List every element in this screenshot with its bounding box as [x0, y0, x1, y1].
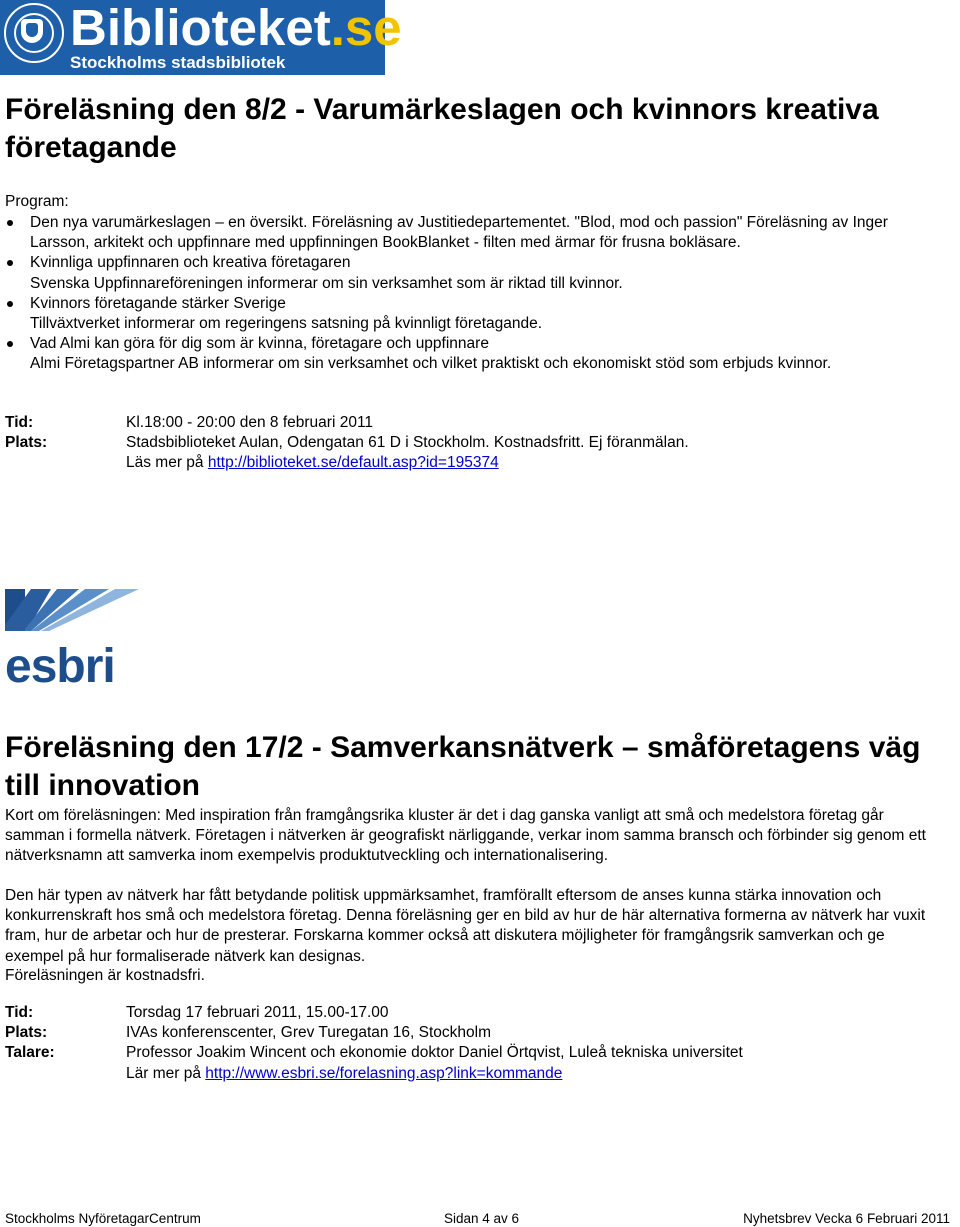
talare-label: Talare:: [5, 1044, 55, 1062]
list-item: Den nya varumärkeslagen – en översikt. Föreläsning av Justitiedepartementet. "Blod, mod och passion" Föreläsning av Inger Larsson, arkitekt och uppfinnare med uppfinningen BookBlanket - filten med ärmar för frusna bokläsare.: [5, 213, 940, 253]
list-item: Kvinnors företagande stärker Sverige Tillväxtverket informerar om regeringens satsning på kvinnligt företagande.: [5, 294, 940, 334]
read-more-link[interactable]: http://www.esbri.se/forelasning.asp?link=kommande: [205, 1064, 563, 1082]
event1-details: [5, 413, 945, 474]
stockholm-seal-icon: [4, 3, 64, 63]
list-item: Kvinnliga uppfinnaren och kreativa företagaren Svenska Uppfinnareföreningen informerar om sin verksamhet som är riktad till kvinnor.: [5, 253, 940, 293]
event1-title: Föreläsning den 8/2 - Varumärkeslagen och kvinnors kreativa företagande: [5, 93, 879, 164]
read-more-link[interactable]: http://biblioteket.se/default.asp?id=195374: [207, 454, 499, 472]
esbri-wordmark: esbri: [5, 640, 115, 685]
event2-paragraph-3: Föreläsningen är kostnadsfri.: [5, 967, 205, 984]
talare-value: Professor Joakim Wincent och ekonomie doktor Daniel Örtqvist, Luleå tekniska universitet: [126, 1044, 743, 1062]
plats-label: Plats:: [5, 434, 48, 452]
footer-page-number: Sidan 4 av 6: [444, 1211, 520, 1226]
biblioteket-logo: [0, 0, 402, 75]
tid-label: Tid:: [5, 1004, 34, 1021]
plats-value: IVAs konferenscenter, Grev Turegatan 16, Stockholm: [126, 1024, 492, 1042]
logo-title: Biblioteket.se: [70, 0, 402, 56]
logo-subtitle: Stockholms stadsbibliotek: [70, 53, 286, 72]
plats-value: Stadsbiblioteket Aulan, Odengatan 61 D i Stockholm. Kostnadsfritt. Ej föranmälan.: [126, 434, 689, 452]
program-label: Program:: [5, 193, 69, 210]
tid-value: Kl.18:00 - 20:00 den 8 februari 2011: [126, 414, 374, 431]
plats-label: Plats:: [5, 1024, 48, 1042]
read-more: Läs mer på http://biblioteket.se/default.asp?id=195374: [126, 454, 499, 472]
esbri-rays-icon: [5, 589, 139, 631]
program-list: [5, 213, 940, 375]
tid-value: Torsdag 17 februari 2011, 15.00-17.00: [126, 1004, 389, 1021]
event2-details: [5, 1003, 945, 1084]
footer-right: Nyhetsbrev Vecka 6 Februari 2011: [743, 1211, 950, 1226]
event2-paragraph-2: Den här typen av nätverk har fått betydande politisk uppmärksamhet, framförallt eftersom de anses kunna stärka innovation och konkurrenskraft hos små och medelstora företag. Denna föreläsning ger en bild av hur de här alternativa formerna av nätverk har vuxit fram, hur de arbetar och hur de presterar. Forskarna kommer också att diskutera möjligheter för framgångsrik samverkan och ge exempel på hur formaliserade nätverk kan designas.: [5, 887, 926, 965]
read-more: Lär mer på http://www.esbri.se/forelasning.asp?link=kommande: [126, 1064, 563, 1082]
footer-left: Stockholms NyföretagarCentrum: [5, 1211, 201, 1226]
esbri-logo: [5, 589, 140, 685]
list-item: Vad Almi kan göra för dig som är kvinna, företagare och uppfinnare Almi Företagspartner AB informerar om sin verksamhet och vilket praktiskt och ekonomiskt stöd som erbjuds kvinnor.: [5, 334, 940, 374]
tid-label: Tid:: [5, 414, 34, 431]
event2-title: Föreläsning den 17/2 - Samverkansnätverk – småföretagens väg till innovation: [5, 731, 921, 802]
event2-paragraph-1: Kort om föreläsningen: Med inspiration från framgångsrika kluster är det i dag ganska vanligt att små och medelstora företag går samman i formella nätverk. Företagen i nätverken är geografiskt närliggande, verkar inom samma bransch och förbinder sig genom ett nätverksnamn att samverka inom exempelvis produktutveckling och internationalisering.: [5, 807, 926, 865]
